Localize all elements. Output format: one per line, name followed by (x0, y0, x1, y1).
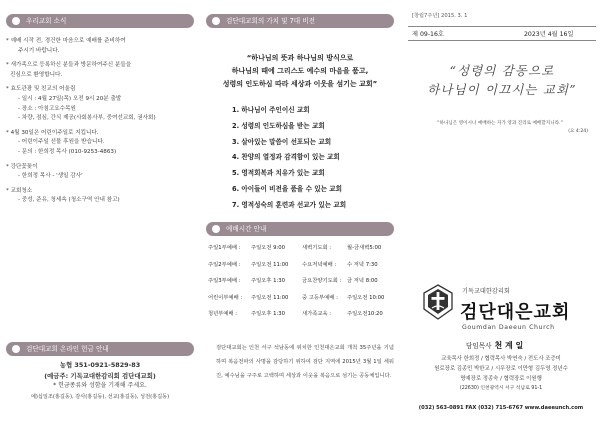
cover-title: “성령의 감동으로 하나님이 이끄시는 교회” (427, 63, 577, 97)
values-header: 검단대교회의 가치 및 7대 비전 (206, 14, 394, 28)
column-news (0, 0, 200, 424)
church-name: 검단대은교회 (460, 302, 571, 323)
divider (408, 26, 596, 27)
cover-verse: “하나님은 영이시니 예배하는 자가 영과 진리로 예배할지니라.” (요 4:24) (412, 120, 588, 136)
account-holder: (예금주: 기독교대한감리회 검단대교회) (44, 371, 156, 380)
church-intro: 검단대교회는 인천 서구 석남동에 위치한 인천대은교회 개척 35주년을 기념하며 복음전파의 사명을 감당하기 위하여 검단 지역에 2015년 3월 1일 세워진, 예수님을 구주로 고백하며 세상과 이웃을 복음으로 섬기는 공동체입니다. (216, 345, 394, 379)
news-item: * 4월 30일은 어린이주일로 지킵니다. - 어린이주일 선물 후원을 받습니다. - 문의 : 한희정 목사 (010-9253-4863) (6, 129, 117, 155)
news-item: * 예배 시작 전, 경건한 마음으로 예배를 준비하여 주시기 바랍니다. (6, 38, 126, 54)
divider (408, 40, 596, 41)
news-item: * 강단꽃꽂이 - 한희정 목사 - '생일 감사' (6, 163, 83, 180)
issue-number: 제 09-16호 (412, 31, 444, 38)
church-logo-icon (422, 284, 454, 320)
vision-item: 4. 찬양의 열정과 감격함이 있는 교회 (232, 153, 340, 162)
offering-example: 예)십일조(홍길동), 감사(홍길동), 선교(홍길동), 성전(홍길동) (30, 393, 170, 400)
verse-reference: (요 4:24) (568, 129, 588, 135)
church-address: (22630) 인천광역시 서구 석남로 91-1 (459, 386, 543, 392)
news-item: * 새가족으로 등록하신 분들과 방문하여주신 분들을 진심으로 환영합니다. (6, 62, 132, 78)
worship-header: 예배시간 안내 (206, 222, 394, 236)
news-item: * 교회청소 - 중성, 준유, 청세속 (청소구역 안내 참고) (6, 187, 120, 204)
issue-line (412, 29, 574, 38)
news-item: * 효도관광 및 친교의 어울림 - 일시 : 4월 27일(목) 오전 9시 20분 출발 - 장소 : 아침고요수목원 - 차량, 점심, 간식 제공(사회봉사부, 중여선교회, 권사회) (6, 86, 156, 122)
schedule-row: 주일2부예배 : 주일오전 11:00 수요저녁예배 : 수 저녁 7:30 (208, 261, 378, 268)
news-header: 우리교회 소식 (6, 14, 194, 28)
bank-account: 농협 351-0921-5829-83 (59, 361, 141, 369)
issue-date: 2023년 4월 16일 (524, 31, 574, 38)
senior-pastor: 담임목사 천 계 일 (466, 341, 524, 350)
vision-item: 3. 살아있는 말씀이 선포되는 교회 (232, 137, 332, 146)
vision-item: 2. 성령의 인도하심을 받는 교회 (232, 121, 325, 130)
founding-note: [창립7주년] 2015. 3. 1 (412, 13, 468, 19)
vision-item: 6. 아이들이 비전을 품을 수 있는 교회 (232, 184, 343, 193)
seven-visions (232, 103, 397, 214)
church-motto: “하나님의 뜻과 하나님의 방식으로 하나님의 때에 그리스도 예수의 마음을 품고, 성령의 인도하심 따라 세상과 이웃을 섬기는 교회” (222, 54, 378, 88)
denomination: 기독교대한감리회 (462, 288, 510, 295)
schedule-row: 주일3부예배 : 주일오후 1:30 금요찬양기도회 : 금 저녁 8:00 (208, 278, 378, 285)
schedule-row: 청년부예배 : 주일오후 1:30 새가족교육 : 주일오전10:20 (208, 311, 383, 318)
schedule-row: 어린이부예배 : 주일오전 11:00 중 고등부예배 : 주일오전 10:00 (208, 294, 385, 301)
vision-item: 1. 하나님이 주인이신 교회 (232, 106, 310, 114)
contact-line: (032) 563-0891 FAX (032) 715-6767 www.daeeunch.com (418, 405, 584, 411)
church-name-english: Goumdan Daeeun Church (462, 324, 555, 331)
staff-list: 교육목사 한희정 / 협력목사 박연숙 / 전도사 조증미 원로장로 김종민 박한교 / 시무장로 이만형 김두영 정년수 명예장로 정종숙 / 협력장로 이원행 (22630) 인천광역시 서구 석남로 91-1 (404, 355, 598, 394)
schedule-row: 주일1부예배 : 주일오전 9:00 새벽기도회 : 월-금새벽5:00 (208, 245, 382, 251)
vision-item: 5. 영적회복과 치유가 있는 교회 (232, 169, 325, 178)
worship-schedule (208, 240, 398, 323)
news-list (6, 37, 196, 211)
vision-item: 7. 영적성숙의 훈련과 선교가 있는 교회 (232, 200, 347, 209)
offering-note: * 헌금종류와 성함을 기재해 주세요. (53, 382, 147, 389)
offering-info (10, 360, 190, 402)
offering-header: 검단대교회 온라인 헌금 안내 (6, 342, 194, 356)
